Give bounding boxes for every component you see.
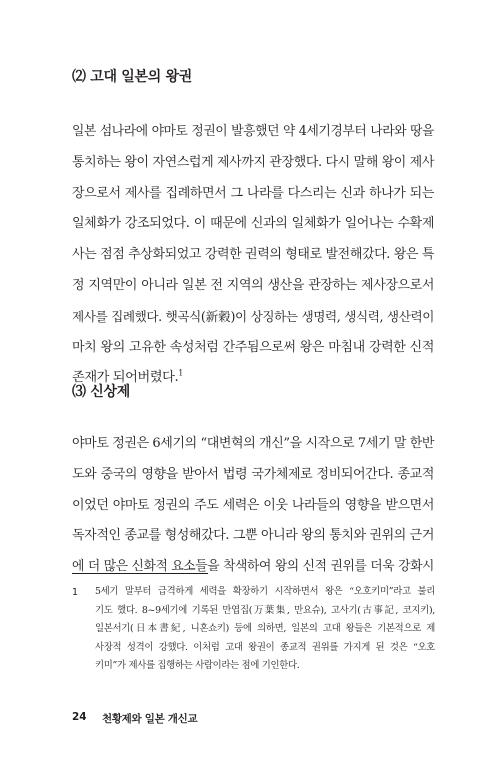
text-line: 제사를 집례했다. 햇곡식(新穀)이 상징하는 생명력, 생식력, 생산력이 — [72, 308, 434, 324]
text-line: 일체화가 강조되었다. 이 때문에 신과의 일체화가 일어나는 수확제 — [72, 216, 434, 232]
text-line: 도와 중국의 영향을 받아서 법령 국가체제로 정비되어간다. 종교적 — [72, 466, 434, 482]
footnote-line: 일본서기(日本書紀, 니혼쇼키) 등에 의하면, 일본의 고대 왕들은 기본적으로 제 — [95, 623, 435, 635]
footnote-line: 키미”가 제사를 집행하는 사람이라는 점에 기인한다. — [95, 660, 300, 672]
paragraph-ancient-kingship — [72, 117, 434, 394]
page-number: 24 — [72, 711, 87, 723]
running-footer-title: 천황제와 일본 개신교 — [102, 713, 198, 725]
section-heading-ancient-kingship: ⑵ 고대 일본의 왕권 — [72, 69, 192, 85]
footnote-line: 5세기 말부터 급격하게 세력을 확장하기 시작하면서 왕은 “오호키미”라고 불리 — [95, 586, 435, 597]
text-line: 야마토 정권은 6세기의 “대변혁의 개신”을 시작으로 7세기 말 한반 — [72, 436, 435, 451]
text-line: 독자적인 종교를 형성해갔다. 그뿐 아니라 왕의 통치와 권위의 근거 — [72, 528, 434, 544]
paragraph-shinjosai — [72, 429, 434, 583]
text-line: 마치 왕의 고유한 속성처럼 간주됨으로써 왕은 마침내 강력한 신적 — [72, 339, 434, 355]
text-line: 일본 섬나라에 야마토 정권이 발흥했던 약 4세기경부터 나라와 땅을 — [72, 124, 434, 139]
text-line: 사는 점점 추상화되었고 강력한 권력의 형태로 발전해갔다. 왕은 특 — [72, 247, 434, 263]
text-line: 에 더 많은 신화적 요소들을 착색하여 왕의 신적 권위를 더욱 강화시 — [72, 559, 434, 575]
footnote-reference[interactable]: 1 — [178, 368, 183, 378]
footnote-divider — [72, 573, 208, 574]
footnote-line: 기도 했다. 8~9세기에 기록된 만엽집(万葉集, 만요슈), 고사기(古事記, 코지키), — [95, 604, 435, 616]
text-line: 장으로서 제사를 집례하면서 그 나라를 다스리는 신과 하나가 되는 — [72, 185, 434, 201]
text-line: 통치하는 왕이 자연스럽게 제사까지 관장했다. 다시 말해 왕이 제사 — [72, 154, 434, 170]
text-line: 이었던 야마토 정권의 주도 세력은 이웃 나라들의 영향을 받으면서 — [72, 497, 434, 513]
footnote-text — [95, 583, 435, 676]
footnote-number: 1 — [72, 587, 79, 598]
text-line-content: 존재가 되어버렸다. — [72, 370, 179, 386]
section-heading-shinjosai: ⑶ 신상제 — [72, 384, 130, 400]
text-line: 정 지역만이 아니라 일본 전 지역의 생산을 관장하는 제사장으로서 — [72, 277, 434, 293]
footnote-line: 사장적 성격이 강했다. 이처럼 고대 왕권이 종교적 권위를 가지게 된 것은 “오호 — [95, 641, 435, 653]
